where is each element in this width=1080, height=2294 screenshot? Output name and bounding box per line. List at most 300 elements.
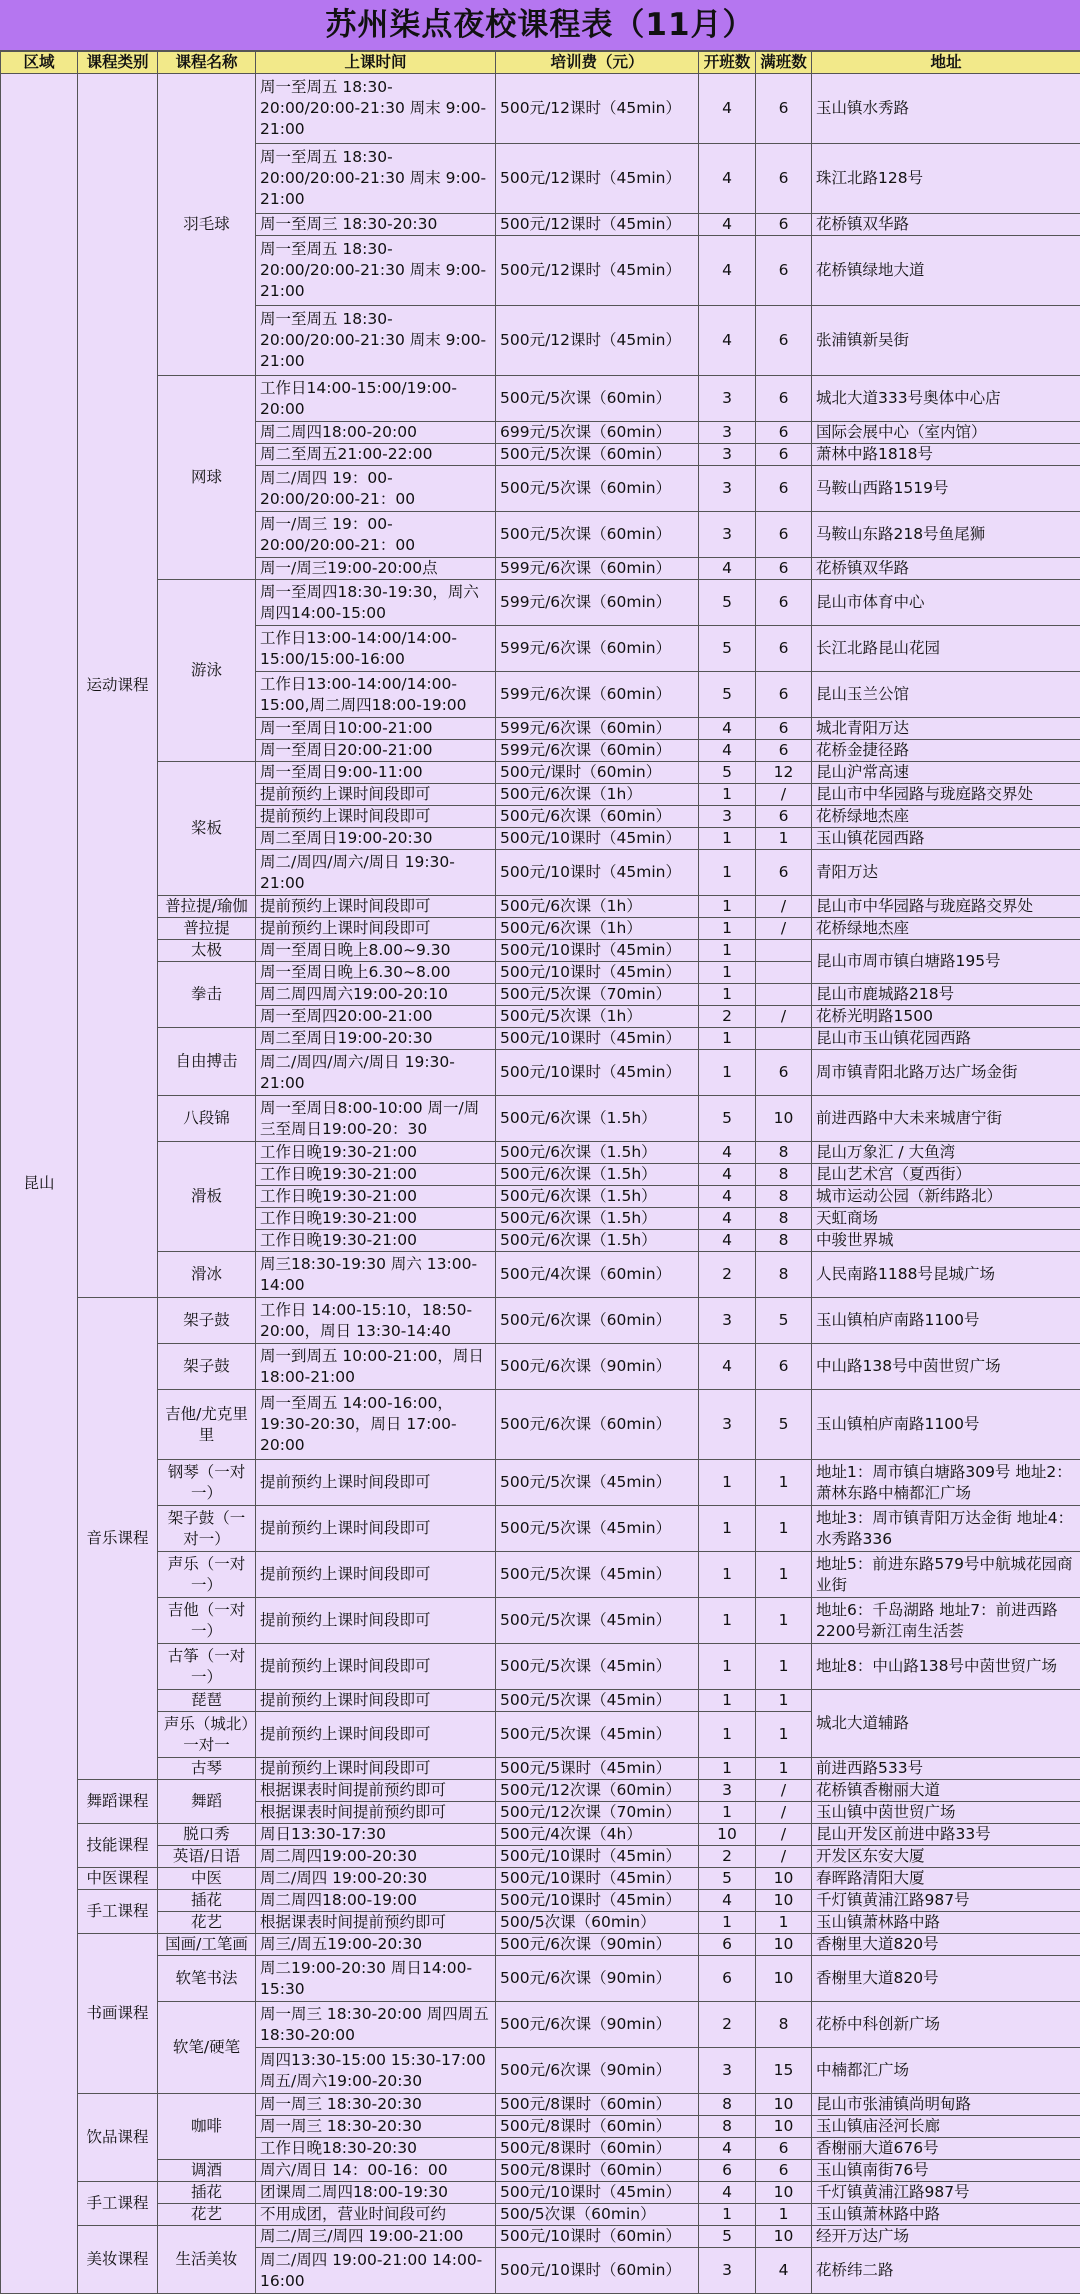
open-count-cell: 1: [699, 896, 756, 918]
open-count-cell: 4: [699, 2138, 756, 2160]
course-name-cell: 声乐（城北）一对一: [158, 1712, 256, 1758]
table-row: [1, 1298, 1080, 1344]
address-cell: 地址1：周市镇白塘路309号 地址2：萧林东路中楠都汇广场: [812, 1460, 1080, 1506]
time-cell: 周一至周日9:00-11:00: [256, 762, 496, 784]
fee-cell: 599元/6次课（60min）: [496, 580, 699, 626]
full-count-cell: /: [756, 784, 812, 806]
fee-cell: 500元/5课时（45min）: [496, 1758, 699, 1780]
open-count-cell: 5: [699, 672, 756, 718]
fee-cell: 500元/5次课（60min）: [496, 466, 699, 512]
header-cell: 地址: [812, 52, 1080, 74]
open-count-cell: 1: [699, 1552, 756, 1598]
open-count-cell: 4: [699, 2182, 756, 2204]
open-count-cell: 1: [699, 1912, 756, 1934]
course-name-cell: 软笔/硬笔: [158, 2002, 256, 2094]
header-cell: 上课时间: [256, 52, 496, 74]
time-cell: 周三18:30-19:30 周六 13:00-14:00: [256, 1252, 496, 1298]
address-cell: 张浦镇新吴街: [812, 306, 1080, 376]
full-count-cell: 6: [756, 2160, 812, 2182]
time-cell: 周一至周四18:30-19:30，周六周四14:00-15:00: [256, 580, 496, 626]
time-cell: 根据课表时间提前预约即可: [256, 1912, 496, 1934]
fee-cell: 500元/5次课（60min）: [496, 512, 699, 558]
time-cell: 周二/周三/周四 19:00-21:00: [256, 2226, 496, 2248]
full-count-cell: 6: [756, 1344, 812, 1390]
open-count-cell: 6: [699, 2160, 756, 2182]
open-count-cell: 2: [699, 1252, 756, 1298]
open-count-cell: 1: [699, 828, 756, 850]
fee-cell: 500元/5次课（60min）: [496, 376, 699, 422]
full-count-cell: 1: [756, 1506, 812, 1552]
full-count-cell: 1: [756, 1690, 812, 1712]
table-row: [1, 1598, 1080, 1644]
address-cell: 花桥中科创新广场: [812, 2002, 1080, 2048]
category-cell: 舞蹈课程: [78, 1780, 158, 1824]
table-row: [1, 1890, 1080, 1912]
course-name-cell: 舞蹈: [158, 1780, 256, 1824]
full-count-cell: 8: [756, 1142, 812, 1164]
time-cell: 周一至周日晚上8.00~9.30: [256, 940, 496, 962]
table-row: [1, 1552, 1080, 1598]
address-cell: 春晖路清阳大厦: [812, 1868, 1080, 1890]
course-name-cell: 中医: [158, 1868, 256, 1890]
fee-cell: 500元/5次课（45min）: [496, 1460, 699, 1506]
time-cell: 工作日晚19:30-21:00: [256, 1142, 496, 1164]
address-cell: 长江北路昆山花园: [812, 626, 1080, 672]
full-count-cell: 1: [756, 1712, 812, 1758]
full-count-cell: /: [756, 918, 812, 940]
time-cell: 周一至周五 14:00-16:00，19:30-20:30，周日 17:00-20:00: [256, 1390, 496, 1460]
table-row: [1, 1506, 1080, 1552]
fee-cell: 500元/12次课（60min）: [496, 1780, 699, 1802]
open-count-cell: 4: [699, 236, 756, 306]
time-cell: 提前预约上课时间段即可: [256, 1758, 496, 1780]
address-cell: 昆山万象汇 / 大鱼湾: [812, 1142, 1080, 1164]
full-count-cell: 8: [756, 1186, 812, 1208]
fee-cell: 500元/4次课（60min）: [496, 1252, 699, 1298]
course-name-cell: 吉他/尤克里里: [158, 1390, 256, 1460]
course-name-cell: 钢琴（一对一）: [158, 1460, 256, 1506]
time-cell: 团课周二周四18:00-19:30: [256, 2182, 496, 2204]
address-cell: 马鞍山西路1519号: [812, 466, 1080, 512]
address-cell: 国际会展中心（室内馆）: [812, 422, 1080, 444]
address-cell: 花桥绿地杰座: [812, 806, 1080, 828]
time-cell: 提前预约上课时间段即可: [256, 918, 496, 940]
open-count-cell: 5: [699, 580, 756, 626]
address-cell: 花桥镇双华路: [812, 558, 1080, 580]
full-count-cell: 4: [756, 2248, 812, 2294]
table-row: [1, 2182, 1080, 2204]
time-cell: 周四13:30-15:00 15:30-17:00 周五/周六19:00-20:30: [256, 2048, 496, 2094]
address-cell: 城北大道辅路: [812, 1690, 1080, 1758]
time-cell: 周二19:00-20:30 周日14:00-15:30: [256, 1956, 496, 2002]
fee-cell: 500元/6次课（1.5h）: [496, 1208, 699, 1230]
address-cell: 青阳万达: [812, 850, 1080, 896]
full-count-cell: 15: [756, 2048, 812, 2094]
full-count-cell: [756, 1028, 812, 1050]
fee-cell: 500元/5次课（45min）: [496, 1552, 699, 1598]
table-row: [1, 74, 1080, 144]
open-count-cell: 1: [699, 1050, 756, 1096]
fee-cell: 500元/10课时（45min）: [496, 1846, 699, 1868]
time-cell: 周三/周五19:00-20:30: [256, 1934, 496, 1956]
open-count-cell: 4: [699, 740, 756, 762]
open-count-cell: 5: [699, 1868, 756, 1890]
full-count-cell: 6: [756, 580, 812, 626]
category-cell: 美妆课程: [78, 2226, 158, 2294]
fee-cell: 599元/6次课（60min）: [496, 626, 699, 672]
full-count-cell: /: [756, 1846, 812, 1868]
open-count-cell: 3: [699, 2048, 756, 2094]
open-count-cell: 3: [699, 1298, 756, 1344]
time-cell: 周一至周日10:00-21:00: [256, 718, 496, 740]
open-count-cell: 1: [699, 1506, 756, 1552]
open-count-cell: 4: [699, 74, 756, 144]
course-name-cell: 花艺: [158, 2204, 256, 2226]
time-cell: 周二/周四/周六/周日 19:30-21:00: [256, 1050, 496, 1096]
open-count-cell: 4: [699, 1164, 756, 1186]
full-count-cell: 6: [756, 444, 812, 466]
address-cell: 花桥镇双华路: [812, 214, 1080, 236]
full-count-cell: 6: [756, 626, 812, 672]
open-count-cell: 4: [699, 718, 756, 740]
time-cell: 提前预约上课时间段即可: [256, 1460, 496, 1506]
address-cell: 地址8：中山路138号中茵世贸广场: [812, 1644, 1080, 1690]
address-cell: 花桥纬二路: [812, 2248, 1080, 2294]
address-cell: 玉山镇水秀路: [812, 74, 1080, 144]
table-row: [1, 1460, 1080, 1506]
fee-cell: 500元/5次课（45min）: [496, 1712, 699, 1758]
address-cell: 香榭丽大道676号: [812, 2138, 1080, 2160]
course-name-cell: 桨板: [158, 762, 256, 896]
table-row: [1, 918, 1080, 940]
time-cell: 周一周三 18:30-20:30: [256, 2116, 496, 2138]
fee-cell: 500元/6次课（1.5h）: [496, 1186, 699, 1208]
time-cell: 提前预约上课时间段即可: [256, 1690, 496, 1712]
time-cell: 周一至周日20:00-21:00: [256, 740, 496, 762]
header-cell: 培训费（元）: [496, 52, 699, 74]
open-count-cell: 4: [699, 144, 756, 214]
full-count-cell: 6: [756, 1050, 812, 1096]
course-name-cell: 古琴: [158, 1758, 256, 1780]
address-cell: 花桥镇香榭丽大道: [812, 1780, 1080, 1802]
course-name-cell: 普拉提/瑜伽: [158, 896, 256, 918]
table-row: [1, 1096, 1080, 1142]
category-cell: 中医课程: [78, 1868, 158, 1890]
time-cell: 工作日13:00-14:00/14:00-15:00,周二周四18:00-19:00: [256, 672, 496, 718]
address-cell: 昆山市鹿城路218号: [812, 984, 1080, 1006]
fee-cell: 699元/5次课（60min）: [496, 422, 699, 444]
full-count-cell: 10: [756, 1956, 812, 2002]
time-cell: 周二周四18:00-19:00: [256, 1890, 496, 1912]
fee-cell: 500元/12课时（45min）: [496, 214, 699, 236]
time-cell: 工作日晚19:30-21:00: [256, 1164, 496, 1186]
time-cell: 根据课表时间提前预约即可: [256, 1780, 496, 1802]
header-cell: 区域: [1, 52, 78, 74]
full-count-cell: 8: [756, 1252, 812, 1298]
fee-cell: 500元/10课时（45min）: [496, 1890, 699, 1912]
open-count-cell: 1: [699, 1712, 756, 1758]
header-cell: 课程名称: [158, 52, 256, 74]
full-count-cell: 6: [756, 850, 812, 896]
fee-cell: 500元/10课时（45min）: [496, 1868, 699, 1890]
full-count-cell: 1: [756, 1758, 812, 1780]
open-count-cell: 1: [699, 1644, 756, 1690]
time-cell: 工作日晚18:30-20:30: [256, 2138, 496, 2160]
fee-cell: 500元/10课时（45min）: [496, 1028, 699, 1050]
category-cell: 手工课程: [78, 2182, 158, 2226]
open-count-cell: 3: [699, 2248, 756, 2294]
time-cell: 提前预约上课时间段即可: [256, 1712, 496, 1758]
address-cell: 人民南路1188号昆城广场: [812, 1252, 1080, 1298]
full-count-cell: /: [756, 896, 812, 918]
fee-cell: 500元/课时（60min）: [496, 762, 699, 784]
time-cell: 周六/周日 14：00-16：00: [256, 2160, 496, 2182]
fee-cell: 500元/6次课（1.5h）: [496, 1164, 699, 1186]
time-cell: 周一至周五 18:30-20:00/20:00-21:30 周末 9:00-21:00: [256, 236, 496, 306]
time-cell: 提前预约上课时间段即可: [256, 1506, 496, 1552]
address-cell: 前进西路中大未来城唐宁街: [812, 1096, 1080, 1142]
header-row: [1, 52, 1080, 74]
time-cell: 工作日13:00-14:00/14:00-15:00/15:00-16:00: [256, 626, 496, 672]
time-cell: 周二周四18:00-20:00: [256, 422, 496, 444]
table-row: [1, 940, 1080, 962]
category-cell: 运动课程: [78, 74, 158, 1298]
full-count-cell: 10: [756, 2094, 812, 2116]
table-row: [1, 1956, 1080, 2002]
fee-cell: 500元/10课时（45min）: [496, 2182, 699, 2204]
table-row: [1, 1912, 1080, 1934]
course-name-cell: 插花: [158, 2182, 256, 2204]
open-count-cell: 4: [699, 558, 756, 580]
address-cell: 天虹商场: [812, 1208, 1080, 1230]
fee-cell: 500元/12次课（70min）: [496, 1802, 699, 1824]
time-cell: 提前预约上课时间段即可: [256, 1552, 496, 1598]
address-cell: 中骏世界城: [812, 1230, 1080, 1252]
table-row: [1, 2094, 1080, 2116]
time-cell: 提前预约上课时间段即可: [256, 1644, 496, 1690]
fee-cell: 500元/6次课（1.5h）: [496, 1230, 699, 1252]
fee-cell: 500元/4次课（4h）: [496, 1824, 699, 1846]
fee-cell: 500元/6次课（60min）: [496, 1390, 699, 1460]
fee-cell: 500元/8课时（60min）: [496, 2116, 699, 2138]
address-cell: 玉山镇萧林路中路: [812, 2204, 1080, 2226]
open-count-cell: 1: [699, 1028, 756, 1050]
time-cell: 周二/周四 19:00-21:00 14:00-16:00: [256, 2248, 496, 2294]
fee-cell: 500元/12课时（45min）: [496, 74, 699, 144]
address-cell: 经开万达广场: [812, 2226, 1080, 2248]
open-count-cell: 4: [699, 1230, 756, 1252]
time-cell: 不用成团，营业时间段可约: [256, 2204, 496, 2226]
full-count-cell: 6: [756, 718, 812, 740]
fee-cell: 500元/6次课（60min）: [496, 806, 699, 828]
time-cell: 周一至周五 18:30-20:00/20:00-21:30 周末 9:00-21:00: [256, 144, 496, 214]
full-count-cell: 10: [756, 1868, 812, 1890]
full-count-cell: [756, 940, 812, 962]
full-count-cell: [756, 984, 812, 1006]
address-cell: 中楠都汇广场: [812, 2048, 1080, 2094]
address-cell: 香榭里大道820号: [812, 1956, 1080, 2002]
open-count-cell: 2: [699, 2002, 756, 2048]
table-row: [1, 762, 1080, 784]
course-name-cell: 声乐（一对一）: [158, 1552, 256, 1598]
table-row: [1, 1846, 1080, 1868]
open-count-cell: 1: [699, 850, 756, 896]
full-count-cell: [756, 962, 812, 984]
fee-cell: 500元/12课时（45min）: [496, 236, 699, 306]
time-cell: 周一至周五 18:30-20:00/20:00-21:30 周末 9:00-21:00: [256, 306, 496, 376]
time-cell: 周一至周五 18:30-20:00/20:00-21:30 周末 9:00-21:00: [256, 74, 496, 144]
full-count-cell: 1: [756, 1598, 812, 1644]
address-cell: 花桥光明路1500: [812, 1006, 1080, 1028]
full-count-cell: 10: [756, 2182, 812, 2204]
course-name-cell: 滑板: [158, 1142, 256, 1252]
address-cell: 萧林中路1818号: [812, 444, 1080, 466]
full-count-cell: 10: [756, 1096, 812, 1142]
open-count-cell: 1: [699, 984, 756, 1006]
full-count-cell: /: [756, 1006, 812, 1028]
address-cell: 昆山市中华园路与珑庭路交界处: [812, 784, 1080, 806]
course-name-cell: 羽毛球: [158, 74, 256, 376]
fee-cell: 599元/6次课（60min）: [496, 718, 699, 740]
table-row: [1, 2160, 1080, 2182]
course-name-cell: 咖啡: [158, 2094, 256, 2160]
full-count-cell: 6: [756, 2138, 812, 2160]
fee-cell: 500元/6次课（1h）: [496, 918, 699, 940]
table-row: [1, 896, 1080, 918]
open-count-cell: 4: [699, 1344, 756, 1390]
full-count-cell: 6: [756, 558, 812, 580]
address-cell: 玉山镇南街76号: [812, 2160, 1080, 2182]
address-cell: 玉山镇庙泾河长廊: [812, 2116, 1080, 2138]
fee-cell: 500元/6次课（1h）: [496, 784, 699, 806]
full-count-cell: 10: [756, 2226, 812, 2248]
table-row: [1, 1390, 1080, 1460]
full-count-cell: 6: [756, 740, 812, 762]
time-cell: 提前预约上课时间段即可: [256, 784, 496, 806]
fee-cell: 500元/6次课（90min）: [496, 1344, 699, 1390]
time-cell: 提前预约上课时间段即可: [256, 806, 496, 828]
course-name-cell: 自由搏击: [158, 1028, 256, 1096]
fee-cell: 500元/12课时（45min）: [496, 306, 699, 376]
open-count-cell: 1: [699, 1758, 756, 1780]
time-cell: 周一到周五 10:00-21:00，周日 18:00-21:00: [256, 1344, 496, 1390]
fee-cell: 500元/6次课（1h）: [496, 896, 699, 918]
full-count-cell: 5: [756, 1390, 812, 1460]
fee-cell: 599元/6次课（60min）: [496, 740, 699, 762]
full-count-cell: 12: [756, 762, 812, 784]
full-count-cell: /: [756, 1780, 812, 1802]
address-cell: 昆山开发区前进中路33号: [812, 1824, 1080, 1846]
course-name-cell: 花艺: [158, 1912, 256, 1934]
full-count-cell: 8: [756, 1208, 812, 1230]
full-count-cell: 8: [756, 1230, 812, 1252]
fee-cell: 500元/5次课（45min）: [496, 1644, 699, 1690]
open-count-cell: 4: [699, 214, 756, 236]
header-cell: 课程类别: [78, 52, 158, 74]
fee-cell: 500元/6次课（1.5h）: [496, 1142, 699, 1164]
course-name-cell: 滑冰: [158, 1252, 256, 1298]
address-cell: 昆山市中华园路与珑庭路交界处: [812, 896, 1080, 918]
fee-cell: 500元/10课时（60min）: [496, 2226, 699, 2248]
address-cell: 城市运动公园（新纬路北）: [812, 1186, 1080, 1208]
open-count-cell: 1: [699, 1460, 756, 1506]
time-cell: 周二至周日19:00-20:30: [256, 828, 496, 850]
table-row: [1, 1644, 1080, 1690]
category-cell: 手工课程: [78, 1890, 158, 1934]
table-row: [1, 1780, 1080, 1802]
course-name-cell: 插花: [158, 1890, 256, 1912]
full-count-cell: /: [756, 1802, 812, 1824]
address-cell: 前进西路533号: [812, 1758, 1080, 1780]
time-cell: 工作日晚19:30-21:00: [256, 1186, 496, 1208]
fee-cell: 500/5次课（60min）: [496, 2204, 699, 2226]
fee-cell: 500元/8课时（60min）: [496, 2094, 699, 2116]
open-count-cell: 4: [699, 306, 756, 376]
table-row: [1, 1690, 1080, 1712]
full-count-cell: 6: [756, 236, 812, 306]
time-cell: 提前预约上课时间段即可: [256, 1598, 496, 1644]
full-count-cell: 1: [756, 2204, 812, 2226]
full-count-cell: 6: [756, 214, 812, 236]
fee-cell: 500元/10课时（45min）: [496, 962, 699, 984]
fee-cell: 500元/10课时（60min）: [496, 2248, 699, 2294]
fee-cell: 500元/6次课（60min）: [496, 1298, 699, 1344]
time-cell: 周二至周五21:00-22:00: [256, 444, 496, 466]
full-count-cell: 1: [756, 1644, 812, 1690]
full-count-cell: 6: [756, 806, 812, 828]
fee-cell: 500元/6次课（90min）: [496, 1934, 699, 1956]
fee-cell: 599元/6次课（60min）: [496, 672, 699, 718]
address-cell: 千灯镇黄浦江路987号: [812, 2182, 1080, 2204]
full-count-cell: 6: [756, 74, 812, 144]
time-cell: 周一至周日8:00-10:00 周一/周三至周日19:00-20：30: [256, 1096, 496, 1142]
time-cell: 周一/周三19:00-20:00点: [256, 558, 496, 580]
address-cell: 昆山市体育中心: [812, 580, 1080, 626]
address-cell: 昆山玉兰公馆: [812, 672, 1080, 718]
schedule-body: [1, 74, 1080, 2294]
fee-cell: 500元/5次课（45min）: [496, 1506, 699, 1552]
table-row: [1, 1028, 1080, 1050]
address-cell: 昆山市周市镇白塘路195号: [812, 940, 1080, 984]
open-count-cell: 1: [699, 940, 756, 962]
open-count-cell: 4: [699, 1890, 756, 1912]
fee-cell: 500元/5次课（45min）: [496, 1598, 699, 1644]
open-count-cell: 3: [699, 806, 756, 828]
address-cell: 千灯镇黄浦江路987号: [812, 1890, 1080, 1912]
time-cell: 工作日晚19:30-21:00: [256, 1208, 496, 1230]
full-count-cell: 6: [756, 672, 812, 718]
open-count-cell: 5: [699, 2226, 756, 2248]
open-count-cell: 1: [699, 784, 756, 806]
table-row: [1, 1758, 1080, 1780]
course-name-cell: 国画/工笔画: [158, 1934, 256, 1956]
page-title: 苏州柒点夜校课程表（11月）: [0, 0, 1080, 51]
fee-cell: 500元/5次课（70min）: [496, 984, 699, 1006]
course-name-cell: 八段锦: [158, 1096, 256, 1142]
address-cell: 昆山沪常高速: [812, 762, 1080, 784]
address-cell: 地址6：千岛湖路 地址7：前进西路2200号新江南生活荟: [812, 1598, 1080, 1644]
address-cell: 昆山市张浦镇尚明甸路: [812, 2094, 1080, 2116]
fee-cell: 500元/5次课（1h）: [496, 1006, 699, 1028]
time-cell: 周二/周四 19:00-20:30: [256, 1868, 496, 1890]
address-cell: 香榭里大道820号: [812, 1934, 1080, 1956]
open-count-cell: 6: [699, 1956, 756, 2002]
address-cell: 马鞍山东路218号鱼尾狮: [812, 512, 1080, 558]
course-name-cell: 软笔书法: [158, 1956, 256, 2002]
time-cell: 工作日14:00-15:00/19:00-20:00: [256, 376, 496, 422]
full-count-cell: 1: [756, 1552, 812, 1598]
full-count-cell: 6: [756, 422, 812, 444]
